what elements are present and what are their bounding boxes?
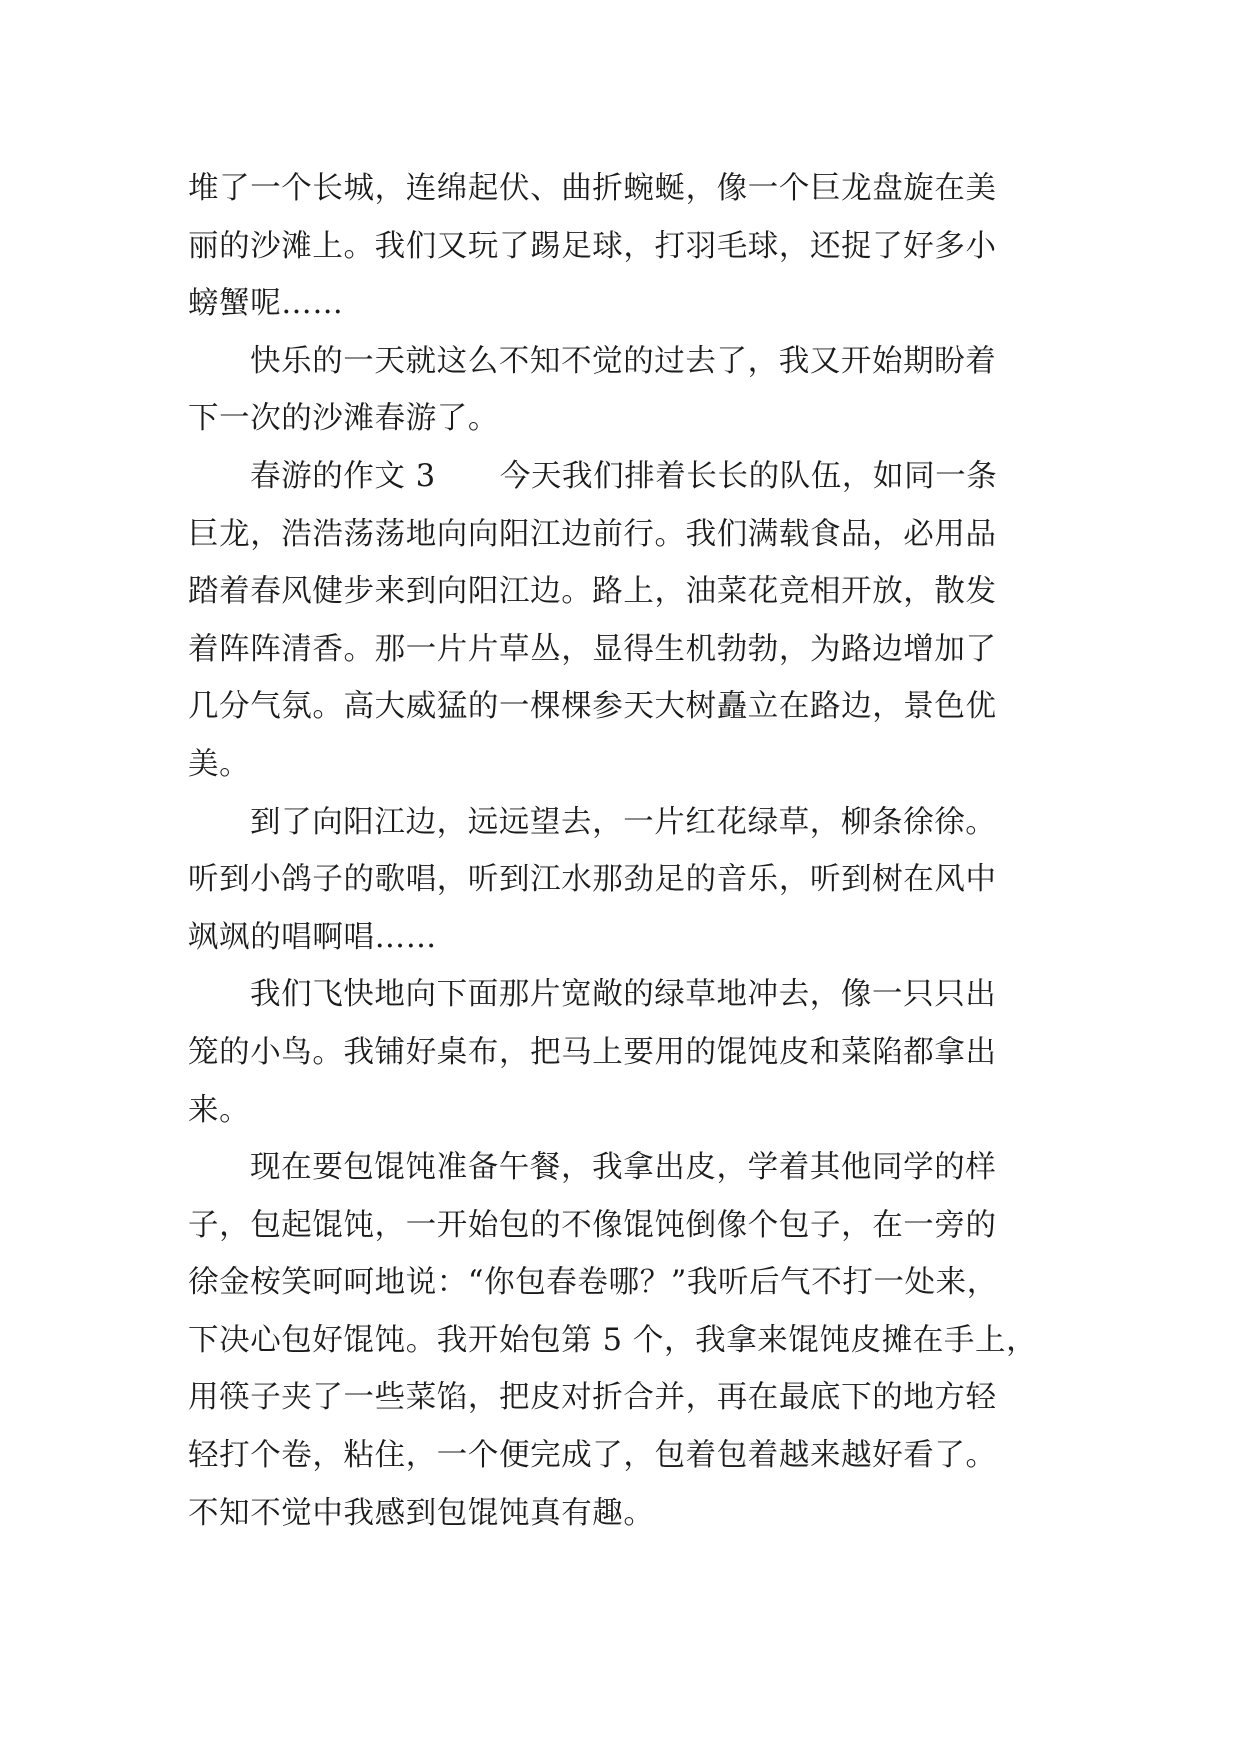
paragraph-line: 着阵阵清香。那一片片草丛，显得生机勃勃，为路边增加了 [188, 631, 997, 667]
paragraph-line: 现在要包馄饨准备午餐，我拿出皮，学着其他同学的样 [250, 1150, 997, 1186]
paragraph-line: 堆了一个长城，连绵起伏、曲折蜿蜒，像一个巨龙盘旋在美 [188, 171, 997, 206]
paragraph-line: 飒飒的唱啊唱…… [188, 919, 437, 955]
paragraph-line: 踏着春风健步来到向阳江边。路上，油菜花竞相开放，散发 [188, 574, 997, 610]
paragraph-line: 丽的沙滩上。我们又玩了踢足球，打羽毛球，还捉了好多小 [188, 228, 997, 264]
paragraph-line: 我们飞快地向下面那片宽敞的绿草地冲去，像一只只出 [250, 977, 997, 1013]
paragraph-line: 子，包起馄饨，一开始包的不像馄饨倒像个包子，在一旁的 [188, 1207, 997, 1243]
heading-line [188, 448, 1068, 506]
paragraph-line: 快乐的一天就这么不知不觉的过去了，我又开始期盼着 [250, 343, 997, 379]
paragraph-line: 徐金桉笑呵呵地说：“你包春卷哪？”我听后气不打一处来， [188, 1265, 998, 1301]
paragraph-line: 到了向阳江边，远远望去，一片红花绿草，柳条徐徐。 [250, 804, 997, 840]
paragraph-line: 几分气氛。高大威猛的一棵棵参天大树矗立在路边，景色优 [188, 689, 997, 725]
paragraph-line: 螃蟹呢…… [188, 286, 344, 322]
paragraph-line: 来。 [188, 1092, 251, 1128]
paragraph-line: 听到小鸽子的歌唱，听到江水那劲足的音乐，听到树在风中 [188, 862, 997, 898]
paragraph-line: 下决心包好馄饨。我开始包第 5 个，我拿来馄饨皮摊在手上， [188, 1322, 1038, 1358]
paragraph-line: 巨龙，浩浩荡荡地向向阳江边前行。我们满载食品，必用品 [188, 516, 997, 552]
paragraph-line: 今天我们排着长长的队伍，如同一条 [499, 458, 998, 494]
paragraph-line: 笼的小鸟。我铺好桌布，把马上要用的馄饨皮和菜陷都拿出 [188, 1034, 997, 1070]
paragraph-line: 不知不觉中我感到包馄饨真有趣。 [188, 1495, 655, 1531]
paragraph-line: 美。 [188, 746, 251, 782]
essay-body [188, 160, 1068, 1542]
paragraph-line: 下一次的沙滩春游了。 [188, 401, 499, 437]
paragraph-line: 轻打个卷，粘住，一个便完成了，包着包着越来越好看了。 [188, 1438, 997, 1474]
essay-heading: 春游的作文 3 [250, 458, 436, 494]
paragraph-line: 用筷子夹了一些菜馅，把皮对折合并，再在最底下的地方轻 [188, 1380, 997, 1416]
